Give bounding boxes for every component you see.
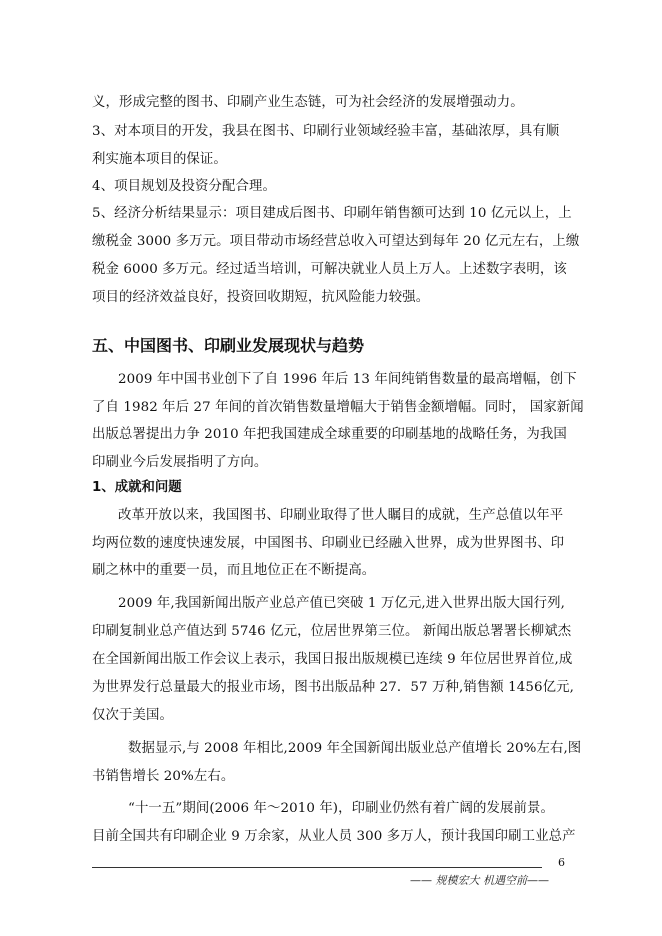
text-line: 2009 年,我国新闻出版产业总产值已突破 1 万亿元,进入世界出版大国行列, [118, 596, 565, 611]
text-line: 目前全国共有印刷企业 9 万余家，从业人员 300 多万人，预计我国印刷工业总产 [92, 829, 576, 844]
section-heading: 五、中国图书、印刷业发展现状与趋势 [92, 336, 365, 355]
text-line: 3、对本项目的开发，我县在图书、印刷行业领域经验丰富，基础浓厚，具有顺 [92, 124, 560, 139]
text-line: 改革开放以来，我国图书、印刷业取得了世人瞩目的成就，生产总值以年平 [118, 508, 564, 523]
text-line: 为世界发行总量最大的报业市场，图书出版品种 27．57 万种,销售额 1456亿元, [92, 680, 574, 695]
text-line: 刷之林中的重要一员，而且地位正在不断提高。 [92, 563, 376, 578]
text-line: 印刷业今后发展指明了方向。 [92, 455, 268, 470]
text-line: 2009 年中国书业创下了自 1996 年后 13 年间纯销售数量的最高增幅，创下 [118, 372, 577, 387]
text-line: 缴税金 3000 多万元。项目带动市场经营总收入可望达到每年 20 亿元左右，上缴 [92, 234, 580, 249]
text-line: 项目的经济效益良好，投资回收期短，抗风险能力较强。 [92, 290, 430, 305]
text-line: 义，形成完整的图书、印刷产业生态链，可为社会经济的发展增强动力。 [92, 95, 524, 110]
text-line: 均两位数的速度快速发展，中国图书、印刷业已经融入世界，成为世界图书、印 [92, 536, 565, 551]
text-line: 了自 1982 年后 27 年间的首次销售数量增幅大于销售金额增幅。同时， 国家新闻 [92, 400, 584, 415]
text-line: 税金 6000 多万元。经过适当培训，可解决就业人员上万人。上述数字表明，该 [92, 262, 567, 277]
text-line: 书销售增长 20%左右。 [92, 769, 235, 784]
text-line: 在全国新闻出版工作会议上表示，我国日报出版规模已连续 9 年位居世界首位,成 [92, 652, 573, 667]
text-line: 出版总署提出力争 2010 年把我国建成全球重要的印刷基地的战略任务，为我国 [92, 427, 567, 442]
text-line: 4、项目规划及投资分配合理。 [92, 179, 276, 194]
text-line: 5、经济分析结果显示：项目建成后图书、印刷年销售额可达到 10 亿元以上，上 [92, 206, 572, 221]
footer-divider [92, 867, 542, 868]
text-line: 仅次于美国。 [92, 708, 173, 723]
footer-slogan: —— 规模宏大 机遇空前—— [410, 874, 549, 887]
text-line: “十一五”期间(2006 年～2010 年)，印刷业仍然有着广阔的发展前景。 [128, 801, 554, 816]
text-line: 印刷复制业总产值达到 5746 亿元，位居世界第三位。 新闻出版总署署长柳斌杰 [92, 624, 572, 639]
page-number: 6 [558, 856, 565, 869]
text-line: 利实施本项目的保证。 [92, 152, 227, 167]
text-line: 数据显示,与 2008 年相比,2009 年全国新闻出版业总产值增长 20%左右,图 [128, 741, 582, 756]
subsection-heading: 1、成就和问题 [92, 480, 182, 495]
